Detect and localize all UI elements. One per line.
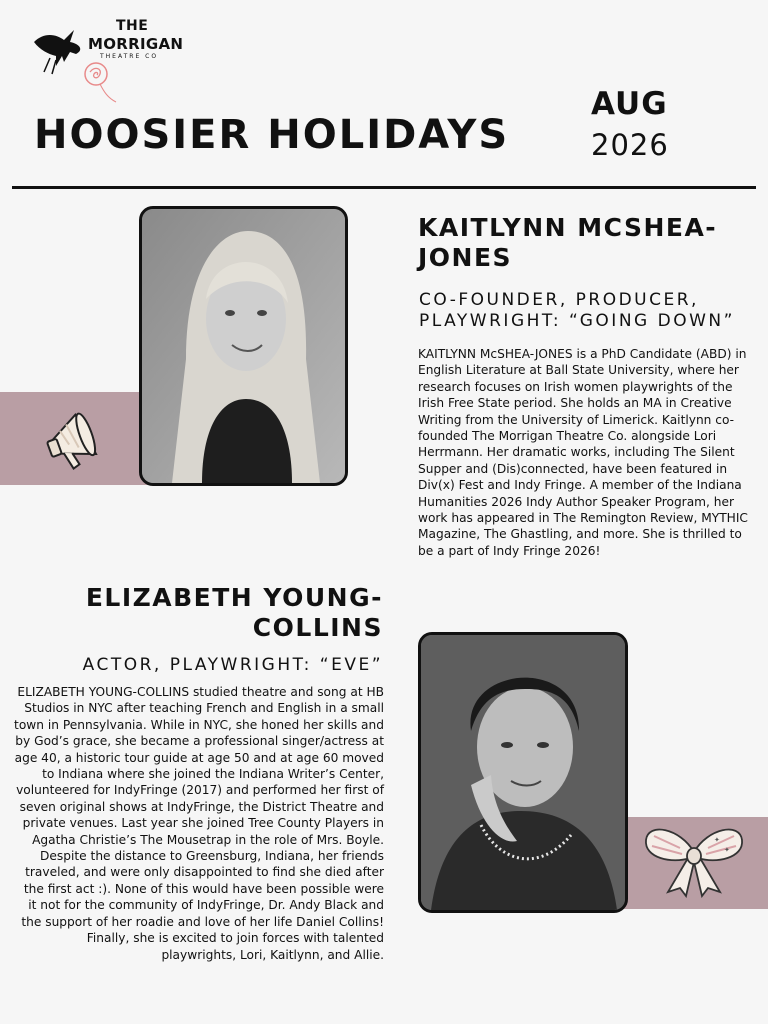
profile-role-elizabeth: ACTOR, PLAYWRIGHT: “EVE”	[82, 655, 383, 675]
profile-name-elizabeth: ELIZABETH YOUNG-COLLINS	[85, 583, 383, 642]
profile-bio-elizabeth: ELIZABETH YOUNG-COLLINS studied theatre and song at HB Studios in NYC after teaching French and English in a small town in Pennsylvania. While in NYC, she honed her skills and by God’s grace, she became a professional singer/actress at age 40, a historic tour guide at age 50 and at age 60 moved to Indiana where she joined the Indiana Writer’s Center, volunteered for IndyFringe (2017) and performed her first of seven original shows at IndyFringe, the District Theatre and private venues. Last year she joined Tree County Players in Agatha Christie’s The Mousetrap in the role of Mrs. Boyle. Despite the distance to Greensburg, Indiana, her friends traveled, and were only disappointed to find she died after the first act :). None of this would have been possible were it not for the community of IndyFringe, Dr. Andy Black and the support of her roadie and love of her life Daniel Collins! Finally, she is excited to join forces with talented playwrights, Lori, Kaitlynn, and Allie.	[14, 685, 384, 962]
profile-role-kaitlynn: CO-FOUNDER, PRODUCER, PLAYWRIGHT: “GOING DOWN”	[419, 290, 735, 331]
issue-month: AUG	[591, 86, 668, 122]
logo-text-theatre-co: THEATRE CO	[100, 53, 159, 60]
profile-bio-kaitlynn: KAITLYNN McSHEA-JONES is a PhD Candidate (ABD) in English Literature at Ball State University, where her research focuses on Irish women playwrights of the Irish Free State period. She holds an MA in Creative Writing from the University of Limerick. Kaitlynn co-founded The Morrigan Theatre Co. alongside Lori Herrmann. Her dramatic works, including The Silent Supper and (Dis)connected, have been featured in Div(x) Fest and Indy Fringe. A member of the Indiana Humanities 2026 Indy Author Speaker Program, her work has appeared in The Remington Review, MYTHIC Magazine, The Ghastling, and more. She is thrilled to be a part of Indy Fringe 2026!	[418, 347, 748, 558]
profile-photo-elizabeth	[418, 632, 628, 913]
logo-text-morrigan: MORRIGAN	[88, 35, 184, 53]
profile-photo-kaitlynn	[139, 206, 348, 486]
svg-text:✦: ✦	[724, 846, 730, 854]
svg-text:✦: ✦	[714, 836, 720, 844]
bow-icon	[640, 818, 748, 898]
page-title: HOOSIER HOLIDAYS	[34, 112, 510, 158]
header-divider	[12, 186, 756, 189]
issue-year: 2026	[591, 128, 669, 162]
logo-text-the: THE	[116, 18, 149, 34]
megaphone-icon	[40, 402, 112, 478]
profile-name-kaitlynn: KAITLYNN MCSHEA-JONES	[418, 213, 718, 272]
